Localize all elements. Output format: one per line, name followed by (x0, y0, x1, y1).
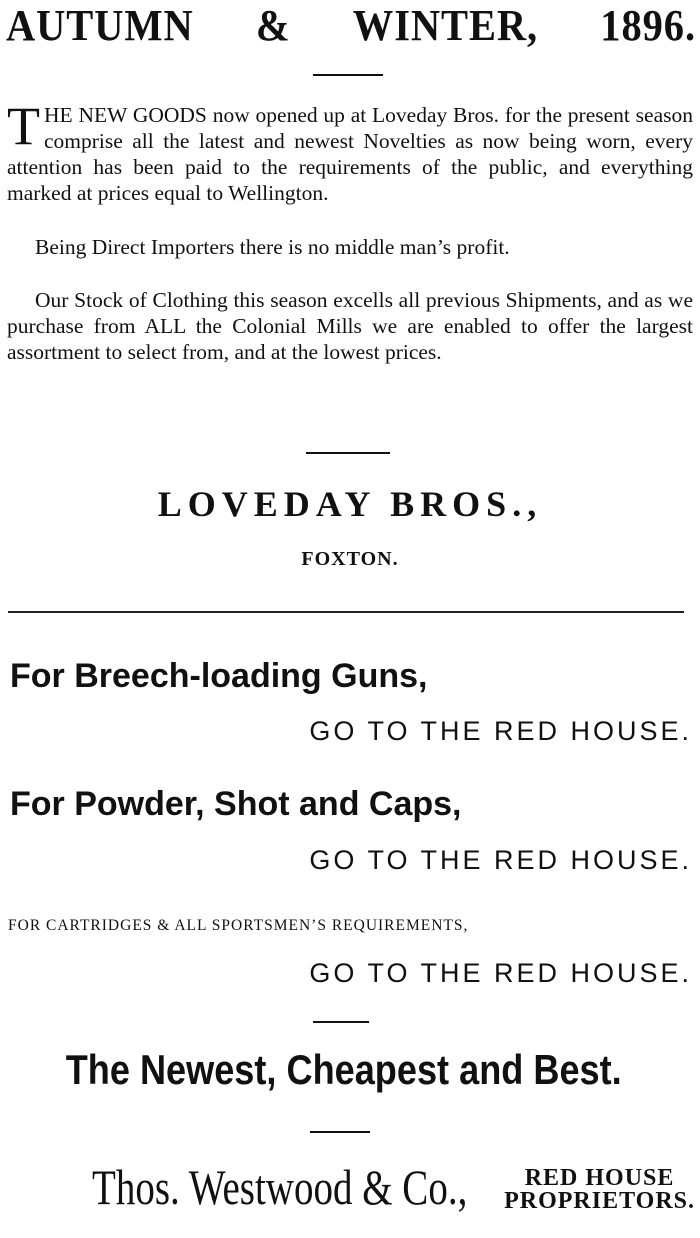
red-house-line-1: GO TO THE RED HOUSE. (309, 716, 692, 746)
direct-importers-paragraph (7, 234, 693, 260)
clothing-stock-paragraph (7, 287, 693, 365)
divider-3 (313, 1021, 369, 1023)
firm-name: LOVEDAY BROS., (157, 484, 543, 524)
direct-importers-text: Being Direct Importers there is no middle man’s profit. (35, 235, 510, 259)
cartridges-line: FOR CARTRIDGES & ALL SPORTSMEN’S REQUIREMENTS, (8, 917, 469, 934)
powder-heading: For Powder, Shot and Caps, (10, 785, 462, 823)
firm-town: FOXTON. (301, 548, 399, 570)
section-divider (8, 611, 684, 613)
new-goods-paragraph (7, 96, 693, 206)
proprietor-role-line-2: PROPRIETORS. (504, 1188, 695, 1214)
season-heading (6, 0, 696, 51)
red-house-line-2: GO TO THE RED HOUSE. (309, 845, 692, 875)
new-goods-text: HE NEW GOODS now opened up at Loveday Bros. for the present season comprise all the latest and newest Novelties as now being worn, every attention has been paid to the requirements of the public, and everything marked at prices equal to Wellington. (7, 103, 693, 205)
proprietor-name: Thos. Westwood & Co., (92, 1159, 468, 1215)
guns-heading: For Breech-loading Guns, (10, 657, 428, 695)
proprietor-role (504, 1167, 695, 1213)
heading-ampersand: & (255, 1, 291, 50)
drop-cap: T (7, 96, 40, 156)
slogan: The Newest, Cheapest and Best. (65, 1046, 622, 1093)
red-house-line-3: GO TO THE RED HOUSE. (309, 958, 692, 988)
proprietor-role-line-1: RED HOUSE (524, 1165, 675, 1191)
divider-4 (310, 1131, 370, 1133)
divider-1 (313, 74, 383, 76)
heading-autumn: AUTUMN (6, 1, 194, 50)
divider-2 (306, 452, 390, 454)
heading-year: 1896. (600, 1, 696, 50)
clothing-stock-text: Our Stock of Clothing this season excells all previous Shipments, and as we purchase from ALL the Colonial Mills we are enabled to offer the largest assortment to select from, and at the lowest prices. (7, 288, 693, 364)
heading-winter: WINTER, (352, 1, 539, 50)
